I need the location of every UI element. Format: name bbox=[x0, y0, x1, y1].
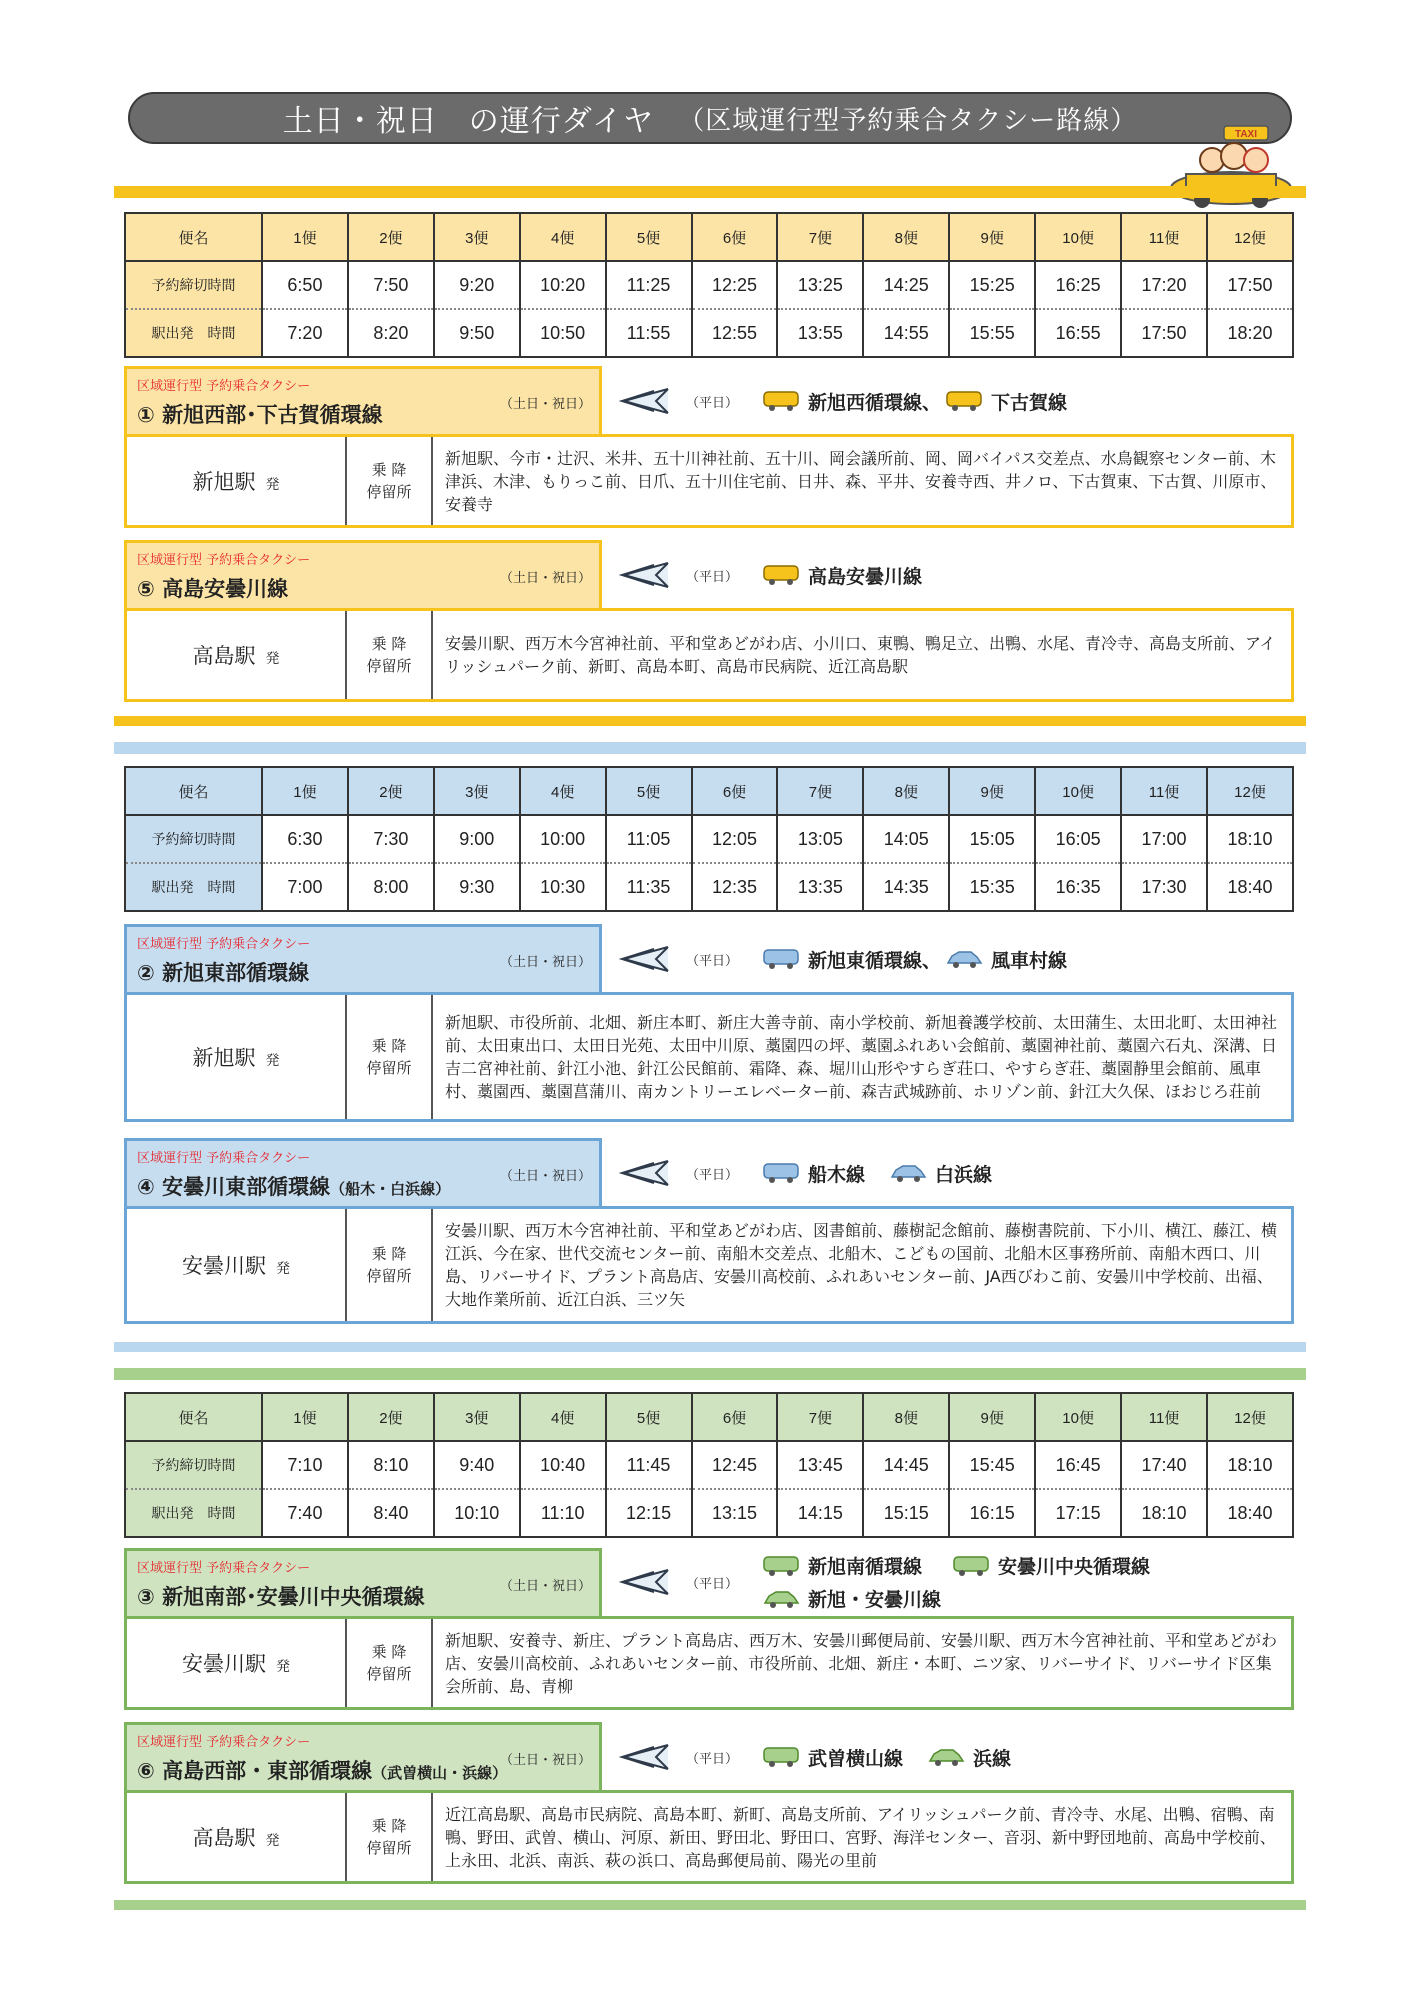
route-detail bbox=[124, 1206, 1294, 1324]
bin-header-cell: 3便 bbox=[434, 1393, 520, 1441]
route-card-1 bbox=[124, 366, 1294, 532]
time-cell: 9:50 bbox=[434, 309, 520, 357]
time-cell: 9:40 bbox=[434, 1441, 520, 1489]
route-category: 区域運行型 予約乗合タクシー bbox=[137, 1561, 311, 1576]
time-cell: 10:50 bbox=[520, 309, 606, 357]
weekday-route-name: 新旭・安曇川線 bbox=[808, 1589, 942, 1611]
time-cell: 12:05 bbox=[692, 815, 778, 863]
bin-header-cell: 7便 bbox=[777, 767, 863, 815]
weekday-routes bbox=[618, 1158, 992, 1188]
weekday-route-name: 白浜線 bbox=[935, 1163, 993, 1186]
route-category: 区域運行型 予約乗合タクシー bbox=[137, 937, 311, 952]
time-cell: 11:10 bbox=[520, 1489, 606, 1537]
stop-list: 新旭駅、市役所前、北畑、新庄本町、新庄大善寺前、南小学校前、新旭養護学校前、太田蒲生、太田北町、太田神社前、太田東出口、太田日光苑、太田中川原、藁園四の坪、藁園ふれあい会館前、藁園神社前、藁園六石丸、深溝、日吉二宮神社前、針江小池、針江公民館前、霜降、森、堀川山形やすらぎ荘口、やすらぎ荘、藁園静里会館前、風車村、藁園西、藁園菖蒲川、南カントリーエレベーター前、森吉武城跡前、ホリゾン前、針江大久保、ほおじろ荘前 bbox=[445, 1013, 1278, 1101]
bin-header-row bbox=[125, 213, 1293, 261]
bin-header-cell: 4便 bbox=[520, 767, 606, 815]
bin-header-cell: 2便 bbox=[348, 767, 434, 815]
bin-header-cell: 1便 bbox=[262, 213, 348, 261]
timetable-1 bbox=[124, 212, 1294, 358]
route-category: 区域運行型 予約乗合タクシー bbox=[137, 553, 311, 568]
time-cell: 10:10 bbox=[434, 1489, 520, 1537]
weekday-route-name: 風車村線 bbox=[991, 949, 1068, 972]
time-cell: 16:35 bbox=[1035, 863, 1121, 911]
bin-header-cell: 10便 bbox=[1035, 767, 1121, 815]
route-tab bbox=[124, 366, 602, 434]
time-cell: 10:00 bbox=[520, 815, 606, 863]
route-category: 区域運行型 予約乗合タクシー bbox=[137, 1151, 311, 1166]
bus-icon bbox=[762, 948, 800, 970]
time-cell: 18:40 bbox=[1207, 1489, 1293, 1537]
time-cell: 8:40 bbox=[348, 1489, 434, 1537]
time-cell: 12:55 bbox=[692, 309, 778, 357]
time-cell: 14:15 bbox=[777, 1489, 863, 1537]
weekday-route-name: 高島安曇川線 bbox=[808, 565, 923, 588]
bin-header-cell: 9便 bbox=[949, 1393, 1035, 1441]
time-cell: 11:45 bbox=[606, 1441, 692, 1489]
car-icon bbox=[889, 1162, 927, 1184]
taxi-illustration bbox=[1166, 124, 1296, 214]
left-arrow-icon bbox=[618, 1742, 670, 1772]
time-cell: 14:45 bbox=[863, 1441, 949, 1489]
stop-list: 新旭駅、安養寺、新庄、プラント高島店、西万木、安曇川郵便局前、安曇川駅、西万木今宮神社前、平和堂あどがわ店、安曇川高校前、ふれあいセンター前、市役所前、北畑、新庄・本町、ニツ家、リバーサイド、リバーサイド区集会所前、島、青柳 bbox=[445, 1630, 1278, 1696]
route-category: 区域運行型 予約乗合タクシー bbox=[137, 1735, 311, 1750]
origin-station: 新旭駅 発 bbox=[127, 995, 347, 1119]
time-cell: 9:20 bbox=[434, 261, 520, 309]
route-name: ⑥ 高島西部・東部循環線（武曽横山・浜線） bbox=[137, 1759, 508, 1783]
stop-label: 乗 降 停留所 bbox=[347, 1793, 433, 1881]
time-cell: 13:05 bbox=[777, 815, 863, 863]
time-cell: 17:00 bbox=[1121, 815, 1207, 863]
weekday-routes bbox=[618, 560, 922, 590]
bin-header-cell: 9便 bbox=[949, 213, 1035, 261]
bin-header-cell: 1便 bbox=[262, 767, 348, 815]
weekday-route-list bbox=[758, 1552, 1150, 1612]
bin-header-cell: 2便 bbox=[348, 213, 434, 261]
bin-header-cell: 5便 bbox=[606, 213, 692, 261]
time-cell: 15:25 bbox=[949, 261, 1035, 309]
row-label: 便名 bbox=[125, 213, 262, 261]
weekday-routes bbox=[618, 1742, 1011, 1772]
row-label: 便名 bbox=[125, 767, 262, 815]
stop-list: 安曇川駅、西万木今宮神社前、平和堂あどがわ店、図書館前、藤樹記念館前、藤樹書院前、下小川、横江、藤江、横江浜、今在家、世代交流センター前、南船木交差点、北船木、こどもの国前、北船木区事務所前、南船木西口、川島、リバーサイド、プラント高島店、安曇川高校前、ふれあいセンター前、JA西びわこ前、安曇川中学校前、出福、大地作業所前、近江白浜、三ツ矢 bbox=[445, 1221, 1278, 1309]
time-cell: 10:30 bbox=[520, 863, 606, 911]
bus-icon bbox=[762, 1162, 800, 1184]
row-label: 駅出発 時間 bbox=[125, 863, 262, 911]
bin-header-cell: 8便 bbox=[863, 767, 949, 815]
time-cell: 17:30 bbox=[1121, 863, 1207, 911]
weekday-label: （平日） bbox=[686, 395, 739, 411]
stop-list: 安曇川駅、西万木今宮神社前、平和堂あどがわ店、小川口、東鴨、鴨足立、出鴨、水尾、青冷寺、高島支所前、アイリッシュパーク前、新町、高島本町、高島市民病院、近江高島駅 bbox=[445, 634, 1276, 676]
route-days: （土日・祝日） bbox=[499, 1579, 591, 1594]
route-name: ② 新旭東部循環線 bbox=[137, 961, 310, 985]
time-cell: 10:40 bbox=[520, 1441, 606, 1489]
origin-station: 安曇川駅 発 bbox=[127, 1209, 347, 1321]
weekday-label: （平日） bbox=[686, 1576, 739, 1592]
stop-label: 乗 降 停留所 bbox=[347, 611, 433, 699]
time-cell: 17:20 bbox=[1121, 261, 1207, 309]
origin-station: 高島駅 発 bbox=[127, 1793, 347, 1881]
time-cell: 13:25 bbox=[777, 261, 863, 309]
stop-label: 乗 降 停留所 bbox=[347, 995, 433, 1119]
bus-icon bbox=[762, 1555, 800, 1577]
bin-header-cell: 12便 bbox=[1207, 767, 1293, 815]
route-card-3 bbox=[124, 1548, 1294, 1714]
deadline-row bbox=[125, 815, 1293, 863]
weekday-route-name: 新旭南循環線 bbox=[808, 1556, 923, 1578]
time-cell: 12:25 bbox=[692, 261, 778, 309]
bin-header-cell: 5便 bbox=[606, 767, 692, 815]
time-cell: 18:10 bbox=[1121, 1489, 1207, 1537]
route-days: （土日・祝日） bbox=[499, 1753, 591, 1768]
route-detail bbox=[124, 1790, 1294, 1884]
left-arrow-icon bbox=[618, 386, 670, 416]
route-card-4 bbox=[124, 1138, 1294, 1324]
time-cell: 11:35 bbox=[606, 863, 692, 911]
time-cell: 8:00 bbox=[348, 863, 434, 911]
time-cell: 14:05 bbox=[863, 815, 949, 863]
bus-icon bbox=[952, 1555, 990, 1577]
time-cell: 14:55 bbox=[863, 309, 949, 357]
deadline-row bbox=[125, 1441, 1293, 1489]
stop-list: 近江高島駅、高島市民病院、高島本町、新町、高島支所前、アイリッシュパーク前、青冷寺、水尾、出鴨、宿鴨、南鴨、野田、武曽、横山、河原、新田、野田北、野田口、宮野、海洋センター、音羽、新中野団地前、高島中学校前、上永田、北浜、南浜、萩の浜口、高島郵便局前、陽光の里前 bbox=[445, 1804, 1276, 1870]
bin-header-cell: 4便 bbox=[520, 213, 606, 261]
row-label: 駅出発 時間 bbox=[125, 309, 262, 357]
stop-list: 新旭駅、今市・辻沢、米井、五十川神社前、五十川、岡会議所前、岡、岡バイパス交差点、水鳥観察センター前、木津浜、木津、もりっこ前、日爪、五十川住宅前、日井、森、平井、安養寺西、井ノロ、下古賀東、下古賀、川原市、安養寺 bbox=[445, 448, 1277, 514]
route-tab bbox=[124, 1548, 602, 1616]
depart-row bbox=[125, 1489, 1293, 1537]
bin-header-row bbox=[125, 767, 1293, 815]
bin-header-cell: 3便 bbox=[434, 213, 520, 261]
time-cell: 14:25 bbox=[863, 261, 949, 309]
time-cell: 18:20 bbox=[1207, 309, 1293, 357]
bin-header-cell: 1便 bbox=[262, 1393, 348, 1441]
route-card-6 bbox=[124, 1722, 1294, 1888]
bin-header-cell: 9便 bbox=[949, 767, 1035, 815]
time-cell: 8:10 bbox=[348, 1441, 434, 1489]
bin-header-cell: 7便 bbox=[777, 1393, 863, 1441]
weekday-label: （平日） bbox=[686, 953, 739, 969]
bin-header-row bbox=[125, 1393, 1293, 1441]
time-cell: 13:55 bbox=[777, 309, 863, 357]
timetable-2 bbox=[124, 766, 1294, 912]
time-cell: 11:55 bbox=[606, 309, 692, 357]
route-detail bbox=[124, 608, 1294, 702]
row-label: 駅出発 時間 bbox=[125, 1489, 262, 1537]
route-tab bbox=[124, 540, 602, 608]
car-icon bbox=[762, 1588, 800, 1610]
route-detail bbox=[124, 992, 1294, 1122]
time-cell: 7:40 bbox=[262, 1489, 348, 1537]
time-cell: 7:10 bbox=[262, 1441, 348, 1489]
time-cell: 15:15 bbox=[863, 1489, 949, 1537]
row-label: 予約締切時間 bbox=[125, 261, 262, 309]
bus-icon bbox=[762, 564, 800, 586]
route-detail bbox=[124, 434, 1294, 528]
weekday-route-name: 浜線 bbox=[973, 1747, 1012, 1770]
route-name: ④ 安曇川東部循環線（船木・白浜線） bbox=[137, 1175, 451, 1199]
route-days: （土日・祝日） bbox=[499, 571, 591, 586]
row-label: 予約締切時間 bbox=[125, 1441, 262, 1489]
route-days: （土日・祝日） bbox=[499, 1169, 591, 1184]
deadline-row bbox=[125, 261, 1293, 309]
left-arrow-icon bbox=[618, 560, 670, 590]
section-divider bbox=[114, 186, 1306, 198]
bin-header-cell: 11便 bbox=[1121, 767, 1207, 815]
origin-station: 高島駅 発 bbox=[127, 611, 347, 699]
bus-icon bbox=[762, 1746, 800, 1768]
section-divider bbox=[114, 1342, 1306, 1352]
section-divider bbox=[114, 1900, 1306, 1910]
weekday-routes bbox=[618, 944, 1067, 974]
weekday-routes bbox=[618, 386, 1067, 416]
route-name: ① 新旭西部･下古賀循環線 bbox=[137, 403, 383, 427]
weekday-route-name: 下古賀線 bbox=[991, 391, 1068, 414]
time-cell: 16:05 bbox=[1035, 815, 1121, 863]
bin-header-cell: 7便 bbox=[777, 213, 863, 261]
time-cell: 15:35 bbox=[949, 863, 1035, 911]
car-icon bbox=[945, 948, 983, 970]
bin-header-cell: 3便 bbox=[434, 767, 520, 815]
bin-header-cell: 12便 bbox=[1207, 1393, 1293, 1441]
time-cell: 7:30 bbox=[348, 815, 434, 863]
time-cell: 15:05 bbox=[949, 815, 1035, 863]
section-divider bbox=[114, 742, 1306, 754]
route-days: （土日・祝日） bbox=[499, 397, 591, 412]
origin-station: 安曇川駅 発 bbox=[127, 1619, 347, 1707]
weekday-route-name: 安曇川中央循環線 bbox=[998, 1556, 1151, 1578]
weekday-route-name: 新旭西循環線、 bbox=[808, 391, 942, 414]
time-cell: 17:40 bbox=[1121, 1441, 1207, 1489]
depart-row bbox=[125, 309, 1293, 357]
time-cell: 16:45 bbox=[1035, 1441, 1121, 1489]
time-cell: 16:15 bbox=[949, 1489, 1035, 1537]
left-arrow-icon bbox=[618, 1158, 670, 1188]
time-cell: 12:45 bbox=[692, 1441, 778, 1489]
time-cell: 17:50 bbox=[1121, 309, 1207, 357]
bin-header-cell: 10便 bbox=[1035, 1393, 1121, 1441]
bin-header-cell: 11便 bbox=[1121, 213, 1207, 261]
weekday-route-name: 武曽横山線 bbox=[808, 1747, 904, 1770]
time-cell: 16:25 bbox=[1035, 261, 1121, 309]
bin-header-cell: 6便 bbox=[692, 767, 778, 815]
route-name: ⑤ 高島安曇川線 bbox=[137, 577, 289, 601]
row-label: 予約締切時間 bbox=[125, 815, 262, 863]
bin-header-cell: 4便 bbox=[520, 1393, 606, 1441]
stop-label: 乗 降 停留所 bbox=[347, 1209, 433, 1321]
bus-icon bbox=[762, 390, 800, 412]
page-title bbox=[128, 92, 1292, 144]
route-name: ③ 新旭南部･安曇川中央循環線 bbox=[137, 1585, 425, 1609]
route-card-2 bbox=[124, 924, 1294, 1126]
car-icon bbox=[927, 1746, 965, 1768]
bin-header-cell: 12便 bbox=[1207, 213, 1293, 261]
bin-header-cell: 10便 bbox=[1035, 213, 1121, 261]
time-cell: 6:50 bbox=[262, 261, 348, 309]
time-cell: 17:50 bbox=[1207, 261, 1293, 309]
section-divider bbox=[114, 716, 1306, 726]
time-cell: 12:15 bbox=[606, 1489, 692, 1537]
weekday-route-name: 船木線 bbox=[808, 1163, 866, 1186]
time-cell: 15:45 bbox=[949, 1441, 1035, 1489]
taxi-sign-text: TAXI bbox=[1234, 129, 1258, 140]
time-cell: 8:20 bbox=[348, 309, 434, 357]
title-main: 土日・祝日 の運行ダイヤ bbox=[282, 104, 655, 139]
stop-label: 乗 降 停留所 bbox=[347, 437, 433, 525]
section-divider bbox=[114, 1368, 1306, 1380]
left-arrow-icon bbox=[618, 1567, 670, 1597]
bin-header-cell: 6便 bbox=[692, 213, 778, 261]
bin-header-cell: 6便 bbox=[692, 1393, 778, 1441]
time-cell: 13:15 bbox=[692, 1489, 778, 1537]
time-cell: 11:05 bbox=[606, 815, 692, 863]
time-cell: 12:35 bbox=[692, 863, 778, 911]
origin-station: 新旭駅 発 bbox=[127, 437, 347, 525]
time-cell: 10:20 bbox=[520, 261, 606, 309]
time-cell: 7:00 bbox=[262, 863, 348, 911]
weekday-routes bbox=[618, 1552, 1150, 1612]
stop-label: 乗 降 停留所 bbox=[347, 1619, 433, 1707]
route-tab bbox=[124, 924, 602, 992]
route-card-5 bbox=[124, 540, 1294, 706]
route-tab bbox=[124, 1138, 602, 1206]
time-cell: 15:55 bbox=[949, 309, 1035, 357]
title-sub: （区域運行型予約乗合タクシー路線） bbox=[678, 105, 1138, 136]
route-detail bbox=[124, 1616, 1294, 1710]
bin-header-cell: 11便 bbox=[1121, 1393, 1207, 1441]
row-label: 便名 bbox=[125, 1393, 262, 1441]
time-cell: 18:40 bbox=[1207, 863, 1293, 911]
weekday-label: （平日） bbox=[686, 1751, 739, 1767]
time-cell: 9:00 bbox=[434, 815, 520, 863]
time-cell: 6:30 bbox=[262, 815, 348, 863]
bin-header-cell: 5便 bbox=[606, 1393, 692, 1441]
time-cell: 9:30 bbox=[434, 863, 520, 911]
timetable-3 bbox=[124, 1392, 1294, 1538]
time-cell: 18:10 bbox=[1207, 1441, 1293, 1489]
weekday-route-name: 新旭東循環線、 bbox=[808, 949, 942, 972]
bin-header-cell: 8便 bbox=[863, 1393, 949, 1441]
bin-header-cell: 2便 bbox=[348, 1393, 434, 1441]
time-cell: 7:50 bbox=[348, 261, 434, 309]
time-cell: 13:35 bbox=[777, 863, 863, 911]
depart-row bbox=[125, 863, 1293, 911]
bus-icon bbox=[945, 390, 983, 412]
route-days: （土日・祝日） bbox=[499, 955, 591, 970]
route-category: 区域運行型 予約乗合タクシー bbox=[137, 379, 311, 394]
time-cell: 18:10 bbox=[1207, 815, 1293, 863]
time-cell: 16:55 bbox=[1035, 309, 1121, 357]
time-cell: 11:25 bbox=[606, 261, 692, 309]
time-cell: 7:20 bbox=[262, 309, 348, 357]
weekday-label: （平日） bbox=[686, 1167, 739, 1183]
bin-header-cell: 8便 bbox=[863, 213, 949, 261]
route-tab bbox=[124, 1722, 602, 1790]
weekday-label: （平日） bbox=[686, 569, 739, 585]
time-cell: 13:45 bbox=[777, 1441, 863, 1489]
time-cell: 14:35 bbox=[863, 863, 949, 911]
left-arrow-icon bbox=[618, 944, 670, 974]
time-cell: 17:15 bbox=[1035, 1489, 1121, 1537]
